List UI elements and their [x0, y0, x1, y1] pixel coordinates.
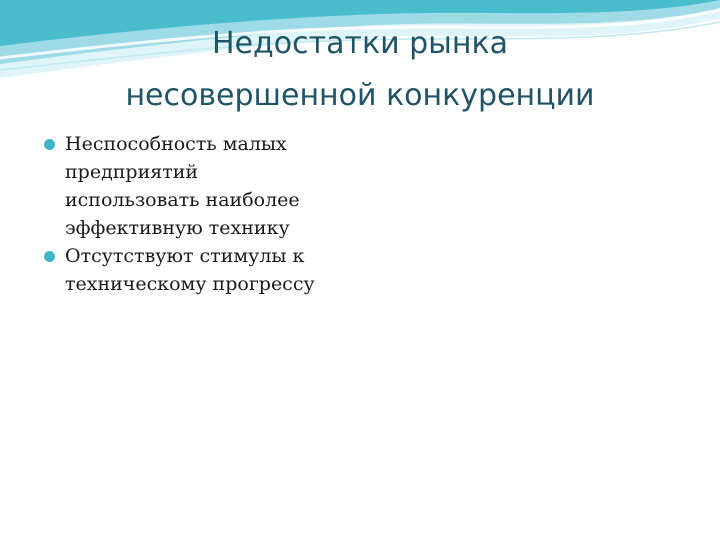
- bullet-dot-icon: [44, 139, 55, 150]
- bullet-1-line-1: Неспособность малых: [65, 133, 287, 155]
- slide-title: [40, 18, 680, 122]
- bullet-item-2: [44, 242, 344, 298]
- bullet-dot-icon: [44, 251, 55, 262]
- bullet-2-line-1: Отсутствуют стимулы к: [65, 245, 305, 267]
- bullet-1-line-4: эффективную технику: [65, 217, 290, 239]
- bullet-1-line-2: предприятий: [65, 161, 199, 183]
- slide-title-line-1: Недостатки рынка: [212, 26, 508, 61]
- bullet-list: [44, 130, 344, 298]
- slide-title-line-2: несовершенной конкуренции: [125, 78, 595, 113]
- bullet-2-line-2: техническому прогрессу: [65, 273, 315, 295]
- bullet-item-1: [44, 130, 344, 242]
- bullet-1-line-3: использовать наиболее: [65, 189, 300, 211]
